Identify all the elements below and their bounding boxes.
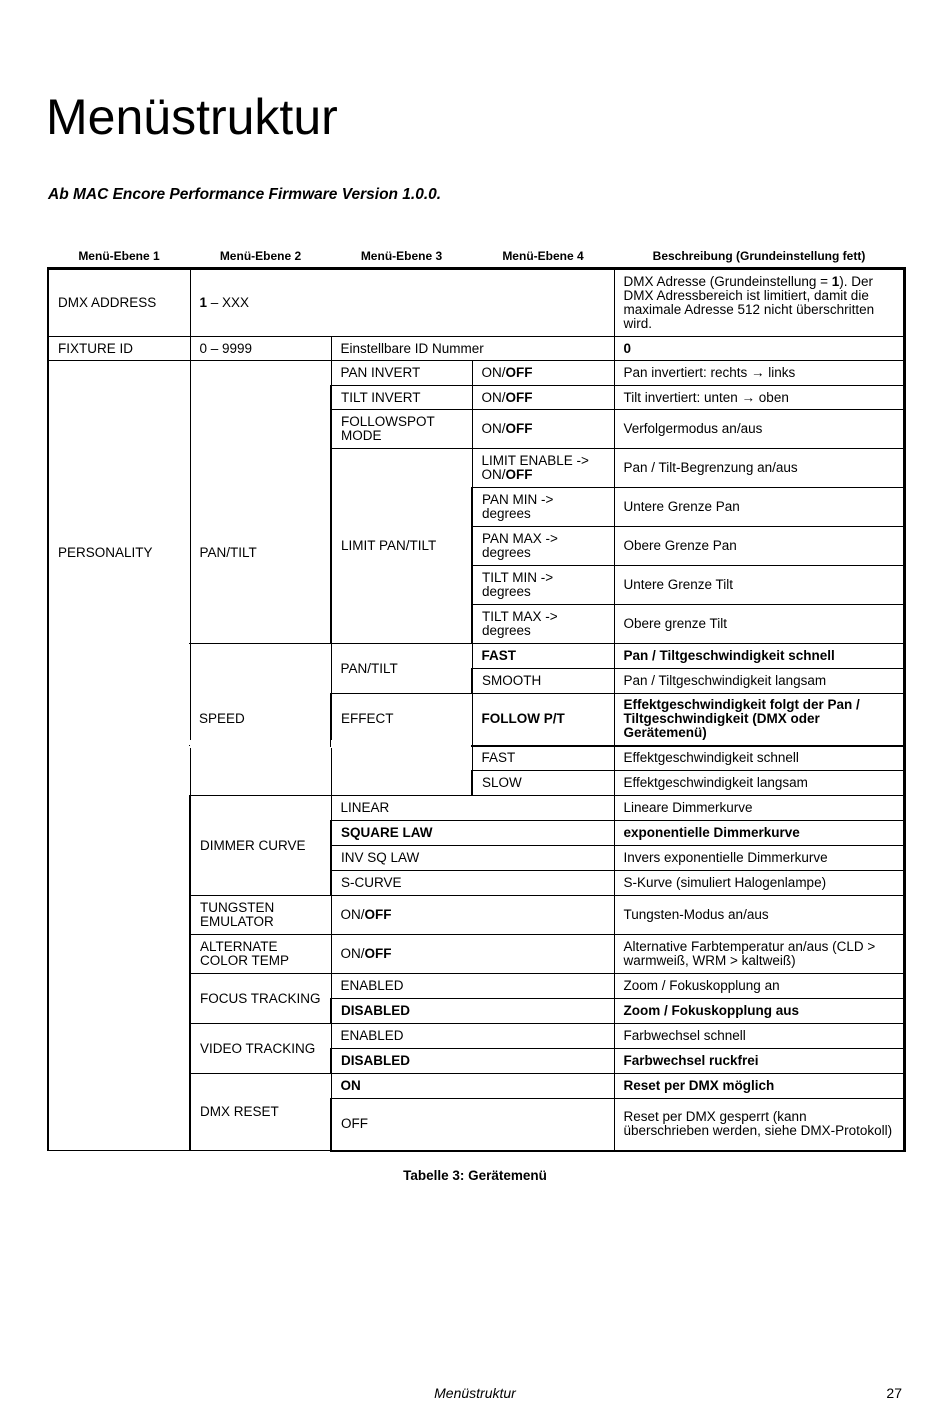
menu-structure-table — [47, 243, 906, 747]
description-cell — [614, 269, 904, 337]
menu-cell — [190, 746, 331, 796]
menu-cell: SLOW — [472, 771, 614, 796]
menu-cell: ENABLED — [331, 1024, 614, 1049]
menu-cell: TILT MIN -> degrees — [472, 566, 614, 605]
table-row — [48, 269, 904, 337]
speed-cover — [190, 740, 330, 748]
menu-cell: DISABLED — [331, 999, 614, 1024]
menu-cell: ENABLED — [331, 974, 614, 999]
effect-cover — [331, 740, 471, 748]
description-cell: Obere grenze Tilt — [614, 605, 904, 644]
description-cell: Verfolgermodus an/aus — [614, 410, 904, 449]
speed-label: SPEED — [199, 711, 245, 726]
menu-cell: PAN/TILT — [190, 361, 331, 746]
firmware-subtitle: Ab MAC Encore Performance Firmware Version 1.0.0. — [48, 186, 442, 203]
description-cell: Pan / Tiltgeschwindigkeit schnell — [614, 644, 904, 669]
header-level-4: Menü-Ebene 4 — [502, 249, 584, 263]
description-cell: exponentielle Dimmerkurve — [614, 821, 904, 846]
menu-cell: VIDEO TRACKING — [190, 1024, 331, 1074]
desc-text: DMX Adresse (Grundeinstellung = — [623, 274, 832, 289]
menu-cell: Einstellbare ID Nummer — [331, 337, 614, 361]
description-cell: Untere Grenze Tilt — [614, 566, 904, 605]
menu-cell: TUNGSTEN EMULATOR — [190, 896, 331, 935]
description-cell: Farbwechsel schnell — [614, 1024, 904, 1049]
menu-cell: ALTERNATE COLOR TEMP — [190, 935, 331, 974]
description-cell: Effektgeschwindigkeit langsam — [614, 771, 904, 796]
menu-cell: ON/OFF — [472, 410, 614, 449]
table-header — [48, 243, 904, 269]
menu-structure-table-lower — [47, 745, 906, 1152]
description-cell: Obere Grenze Pan — [614, 527, 904, 566]
menu-cell — [331, 746, 472, 796]
menu-cell: ON/OFF — [472, 386, 614, 410]
menu-cell — [48, 746, 190, 1151]
description-cell: 0 — [614, 337, 904, 361]
menu-cell: PERSONALITY — [48, 361, 190, 746]
menu-cell: ON — [331, 1074, 614, 1099]
menu-cell: TILT INVERT — [331, 386, 472, 410]
page-number: 27 — [886, 1385, 902, 1401]
desc-bold: 1 — [831, 274, 840, 289]
description-cell: Tungsten-Modus an/aus — [614, 896, 904, 935]
value-bold: 1 — [199, 295, 208, 310]
table-caption: Tabelle 3: Gerätemenü — [403, 1168, 547, 1183]
menu-cell: FOCUS TRACKING — [190, 974, 331, 1024]
description-cell: Effektgeschwindigkeit schnell — [614, 746, 904, 771]
menu-cell: DISABLED — [331, 1049, 614, 1074]
description-cell: Invers exponentielle Dimmerkurve — [614, 846, 904, 871]
description-cell: Reset per DMX möglich — [614, 1074, 904, 1099]
menu-cell: FOLLOWSPOT MODE — [331, 410, 472, 449]
description-cell: Pan invertiert: rechts → links — [614, 361, 904, 386]
footer-title: Menüstruktur — [434, 1385, 516, 1401]
menu-cell: DIMMER CURVE — [190, 796, 331, 896]
description-cell: Lineare Dimmerkurve — [614, 796, 904, 821]
menu-cell: PAN MIN -> degrees — [472, 488, 614, 527]
menu-cell: EFFECT — [331, 694, 472, 746]
description-cell: Pan / Tiltgeschwindigkeit langsam — [614, 669, 904, 694]
menu-cell: INV SQ LAW — [331, 846, 614, 871]
description-cell: Farbwechsel ruckfrei — [614, 1049, 904, 1074]
menu-cell: ON/OFF — [331, 935, 614, 974]
menu-cell: PAN MAX -> degrees — [472, 527, 614, 566]
header-level-1: Menü-Ebene 1 — [78, 249, 160, 263]
description-cell: Zoom / Fokuskopplung aus — [614, 999, 904, 1024]
menu-cell: FOLLOW P/T — [472, 694, 614, 746]
menu-cell: LIMIT ENABLE -> ON/OFF — [472, 449, 614, 488]
pan-tilt-speed-divider — [189, 643, 614, 644]
menu-cell: OFF — [331, 1099, 614, 1151]
description-cell: Zoom / Fokuskopplung an — [614, 974, 904, 999]
menu-cell: PAN INVERT — [331, 361, 472, 386]
header-level-2: Menü-Ebene 2 — [219, 249, 302, 263]
value-text: – XXX — [207, 295, 250, 310]
menu-cell: DMX RESET — [190, 1074, 331, 1151]
menu-cell: SQUARE LAW — [331, 821, 614, 846]
personality-cover — [49, 740, 189, 748]
menu-cell: SMOOTH — [472, 669, 614, 694]
table-row — [48, 746, 904, 771]
menu-cell: FAST — [472, 644, 614, 669]
table-row — [48, 337, 904, 361]
menu-cell: 0 – 9999 — [190, 337, 331, 361]
description-cell: Effektgeschwindigkeit folgt der Pan / Tiltgeschwindigkeit (DMX oder Gerätemenü) — [614, 694, 904, 746]
menu-cell: LIMIT PAN/TILT — [331, 449, 472, 644]
menu-cell: PAN/TILT — [331, 644, 472, 694]
menu-cell: ON/OFF — [331, 896, 614, 935]
header-level-3: Menü-Ebene 3 — [360, 249, 443, 263]
description-cell: Tilt invertiert: unten → oben — [614, 386, 904, 410]
menu-cell: ON/OFF — [472, 361, 614, 386]
menu-cell: S-CURVE — [331, 871, 614, 896]
menu-cell: DMX ADDRESS — [48, 269, 190, 337]
description-cell: Untere Grenze Pan — [614, 488, 904, 527]
menu-cell: LINEAR — [331, 796, 614, 821]
description-cell: Alternative Farbtemperatur an/aus (CLD > warmweiß, WRM > kaltweiß) — [614, 935, 904, 974]
menu-cell: FIXTURE ID — [48, 337, 190, 361]
menu-cell: FAST — [472, 746, 614, 771]
menu-cell — [190, 269, 614, 337]
description-cell: Pan / Tilt-Begrenzung an/aus — [614, 449, 904, 488]
description-cell: S-Kurve (simuliert Halogenlampe) — [614, 871, 904, 896]
menu-cell: TILT MAX -> degrees — [472, 605, 614, 644]
page-title: Menüstruktur — [46, 89, 338, 145]
description-cell: Reset per DMX gesperrt (kann überschrieben werden, siehe DMX-Protokoll) — [614, 1099, 904, 1151]
header-description: Beschreibung (Grundeinstellung fett) — [652, 249, 866, 263]
table-row — [48, 361, 904, 386]
desc-text: ). Der DMX Adressbereich ist limitiert, damit die maximale Adresse 512 nicht überschritten wird. — [623, 274, 875, 331]
